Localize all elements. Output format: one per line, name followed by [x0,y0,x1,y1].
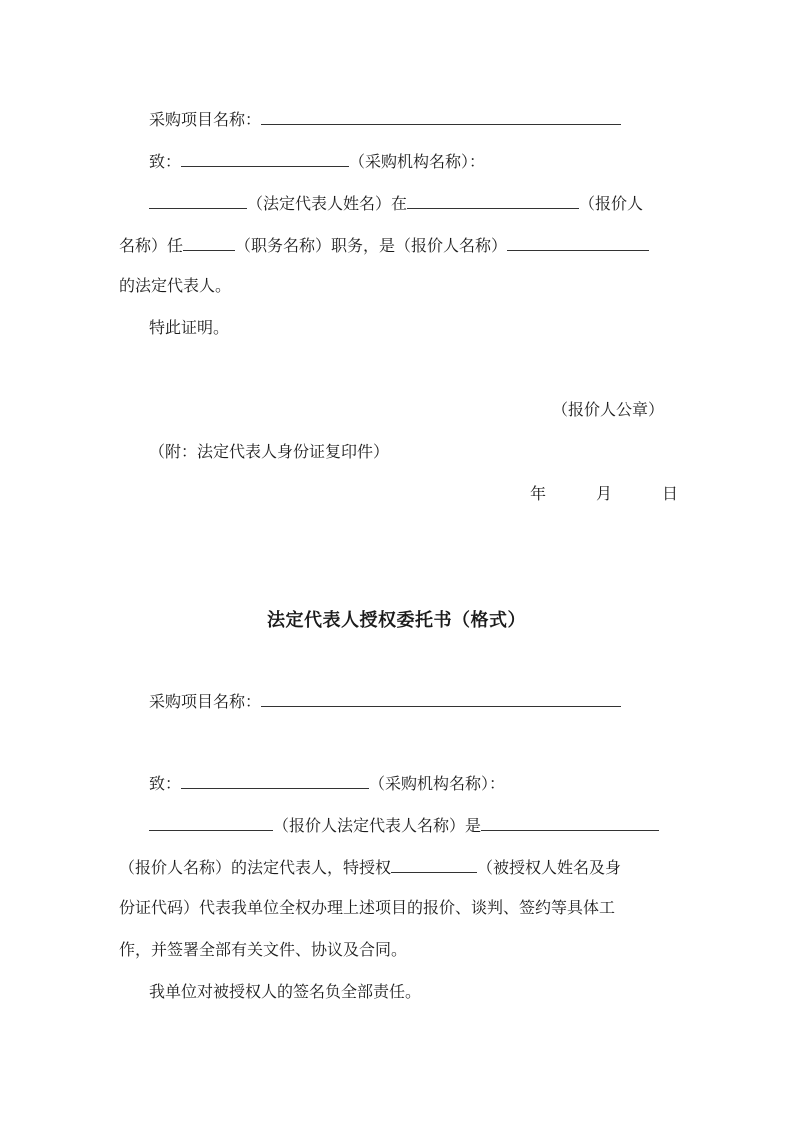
project-name-blank-2[interactable] [261,690,621,707]
responsibility-text: 我单位对被授权人的签名负全部责任。 [149,982,422,1001]
position-blank[interactable] [183,234,235,251]
rep-name-blank[interactable] [149,814,273,831]
bidder-name-note-1: （报价人 [579,194,644,213]
project-name-label-2: 采购项目名称： [149,692,262,711]
page-title: 法定代表人授权委托书（格式） [267,610,526,631]
certify-text: 特此证明。 [149,318,230,337]
rep-name-note: （报价人法定代表人名称）是 [273,816,482,835]
bidder-name-blank[interactable] [407,192,579,209]
legal-rep-line [149,192,643,214]
agency-note: （采购机构名称）： [349,152,486,171]
agency-name-blank-2[interactable] [181,772,369,789]
id-line: 份证代码）代表我单位全权办理上述项目的报价、谈判、签约等具体工 [119,898,616,917]
bidder-name-note-2: 名称）任 [119,236,184,255]
to-label: 致： [149,152,182,171]
authorized-person-note: （被授权人姓名及身 [477,858,622,877]
position-note: （职务名称）职务，是（报价人名称） [235,236,508,255]
project-name-blank[interactable] [261,108,621,125]
project-name-label: 采购项目名称： [149,110,262,129]
recipient-line-2 [149,772,505,794]
project-name-line-2 [149,690,621,712]
position-line [119,234,649,256]
month-label: 月 [596,484,613,503]
authorize-line [119,856,621,878]
agency-name-blank[interactable] [181,150,349,167]
bidder-name-line: （报价人名称）的法定代表人，特授权 [119,858,392,877]
legal-rep-tail: 的法定代表人。 [119,276,232,295]
recipient-line [149,150,485,172]
agency-note-2: （采购机构名称）： [369,774,506,793]
legal-rep-name-note: （法定代表人姓名）在 [247,194,408,213]
seal-text: （报价人公章） [552,400,665,419]
project-name-line [149,108,621,130]
year-label: 年 [530,484,547,503]
sign-line: 作，并签署全部有关文件、协议及合同。 [119,940,408,959]
bidder-company-blank[interactable] [507,234,649,251]
legal-rep-name-blank[interactable] [149,192,247,209]
date-line [530,484,678,504]
day-label: 日 [662,484,679,503]
bidder-name-blank-2[interactable] [481,814,659,831]
authorized-person-blank[interactable] [391,856,477,873]
rep-name-line [149,814,659,836]
to-label-2: 致： [149,774,182,793]
attachment-note: （附：法定代表人身份证复印件） [149,442,390,461]
